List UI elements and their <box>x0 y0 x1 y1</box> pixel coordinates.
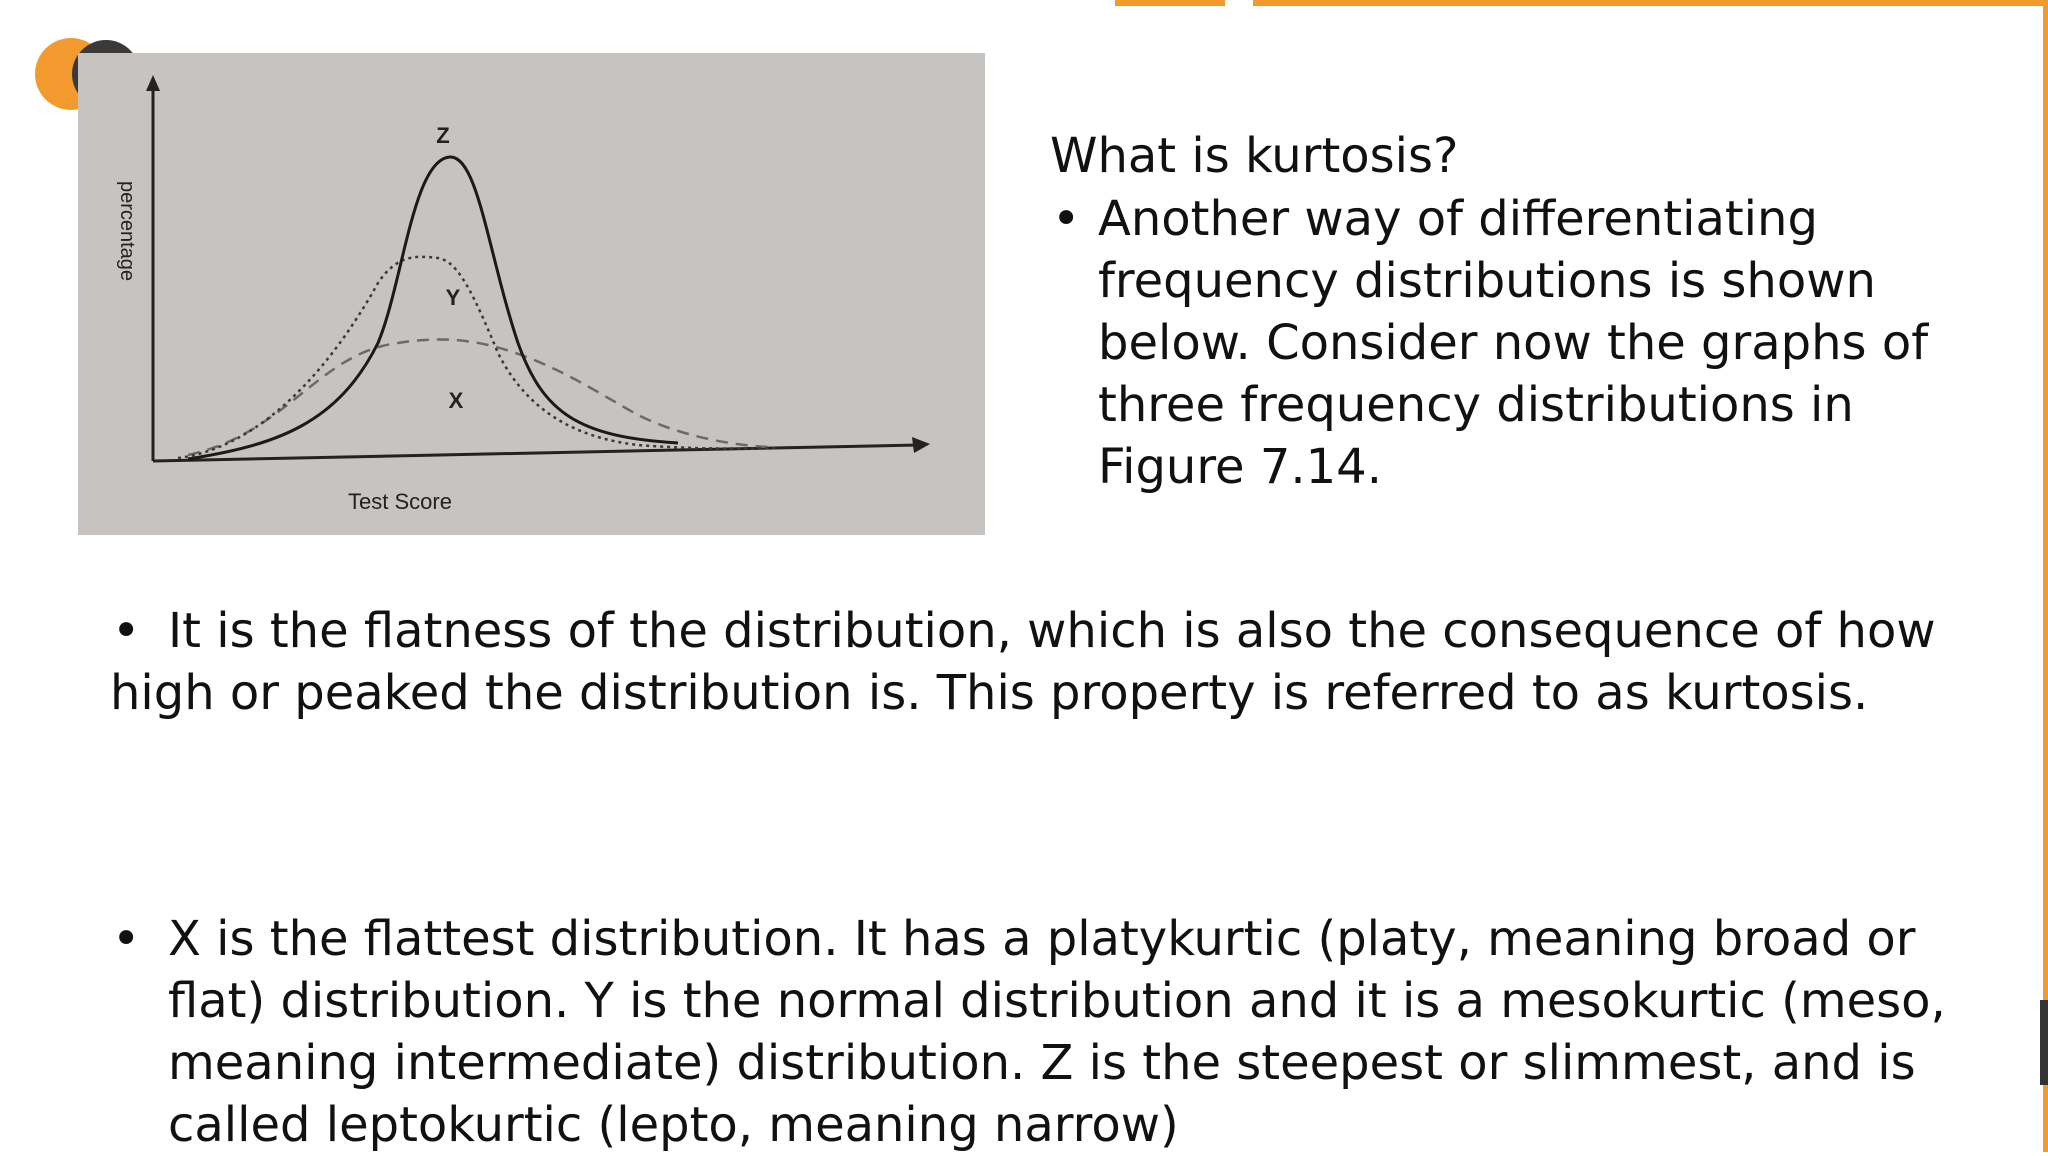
x-axis-label: Test Score <box>348 489 452 514</box>
kurtosis-definition-block <box>110 600 1950 724</box>
curve-label-x: X <box>448 388 464 413</box>
kurtosis-figure-svg <box>78 53 985 535</box>
dark-edge-tab <box>2040 1000 2048 1085</box>
curve-label-y: Y <box>445 285 461 310</box>
bullet-dot-icon: • <box>112 911 141 967</box>
intro-bullet <box>1050 188 2010 498</box>
accent-bar-top-short <box>1115 0 1225 6</box>
curve-y-mesokurtic <box>178 257 778 458</box>
intro-bullet-block <box>1050 188 2010 498</box>
intro-bullet-text: Another way of differentiating frequency distributions is shown below. Consider now the graphs of three frequency distributions in Figure 7.14. <box>1098 191 1929 495</box>
kurtosis-types-block <box>110 908 1950 1156</box>
kurtosis-figure <box>78 53 985 535</box>
definition-bullet-text: It is the flatness of the distribution, which is also the consequence of how <box>168 603 1936 659</box>
definition-continuation-text: high or peaked the distribution is. This property is referred to as kurtosis. <box>110 665 1869 721</box>
accent-bar-top-long <box>1253 0 2048 6</box>
types-bullet <box>110 908 1950 1156</box>
curve-label-z: Z <box>436 123 450 148</box>
x-axis-arrow-icon <box>912 437 930 453</box>
bullet-dot-icon: • <box>112 603 141 659</box>
definition-bullet <box>110 600 1950 662</box>
types-bullet-text: X is the flattest distribution. It has a platykurtic (platy, meaning broad or flat) distribution. Y is the normal distribution and it is a mesokurtic (meso, meaning intermediate) distribution. Z is the steepest or slimmest, and is called leptokurtic (lepto, meaning narrow) <box>168 911 1946 1153</box>
slide-heading: What is kurtosis? <box>1050 128 1459 184</box>
y-axis-arrow-icon <box>146 75 160 91</box>
accent-bar-right <box>2043 0 2048 1152</box>
y-axis-label: percentage <box>116 180 138 282</box>
x-axis <box>153 445 918 461</box>
curve-z-leptokurtic <box>188 157 678 459</box>
bullet-dot-icon: • <box>1052 191 1081 247</box>
